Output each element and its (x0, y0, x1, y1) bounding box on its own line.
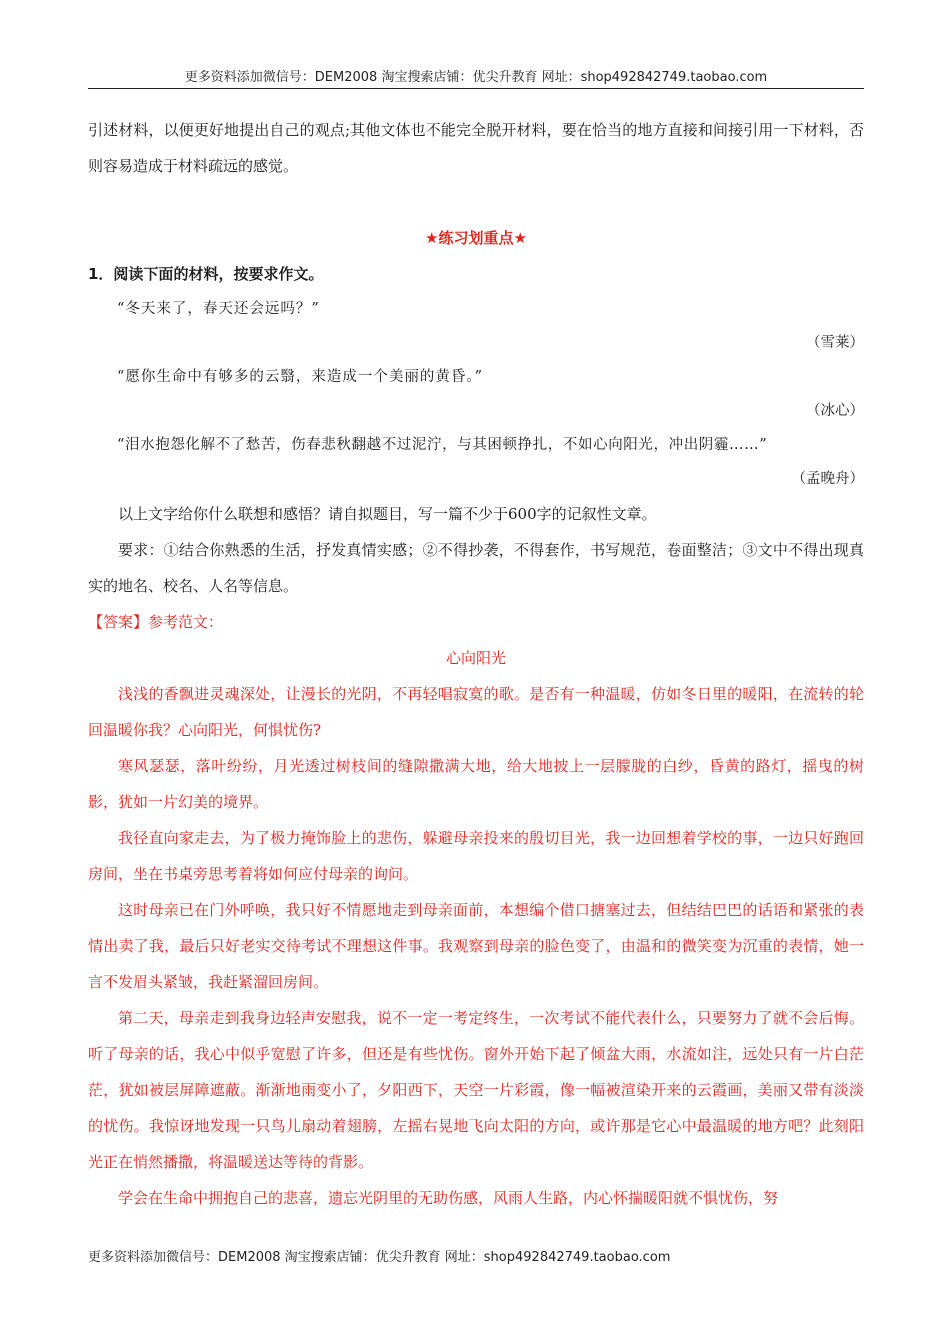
document-body (88, 112, 864, 1216)
spacer (88, 184, 864, 220)
quote-mengwanzhou: “泪水抱怨化解不了愁苦，伤春悲秋翻越不过泥泞，与其困顿挣扎，不如心向阳光，冲出阴霾……” (117, 437, 768, 453)
question-heading: 1．阅读下面的材料，按要求作文。 (88, 265, 324, 283)
quote-bingxin: “愿你生命中有够多的云翳，来造成一个美丽的黄昏。” (117, 369, 484, 385)
page-footer: 更多资料添加微信号：DEM2008 淘宝搜索店铺：优尖升教育 网址：shop492842749.taobao.com (88, 1250, 671, 1265)
section-title: ★练习划重点★ (425, 229, 527, 247)
essay-paragraph: 这时母亲已在门外呼唤，我只好不情愿地走到母亲面前，本想编个借口搪塞过去，但结结巴巴的话语和紧张的表情出卖了我，最后只好老实交待考试不理想这件事。我观察到母亲的脸色变了，由温和的微笑变为沉重的表情，她一言不发眉头紧皱，我赶紧溜回房间。 (88, 901, 864, 991)
essay-title: 心向阳光 (445, 649, 506, 667)
answer-line (88, 604, 864, 640)
essay-paragraph: 我径直向家走去，为了极力掩饰脸上的悲伤，躲避母亲投来的殷切目光，我一边回想着学校的事，一边只好跑回房间，坐在书桌旁思考着将如何应付母亲的询问。 (88, 829, 864, 883)
essay-prompt: 以上文字给你什么联想和感悟？请自拟题目，写一篇不少于600字的记叙性文章。 (118, 505, 657, 523)
quote-author-shelley: （雪莱） (806, 335, 864, 351)
essay-paragraph: 第二天，母亲走到我身边轻声安慰我，说不一定一考定终生，一次考试不能代表什么，只要努力了就不会后悔。听了母亲的话，我心中似乎宽慰了许多，但还是有些忧伤。窗外开始下起了倾盆大雨，水流如注，远处只有一片白茫茫，犹如被层屏障遮蔽。渐渐地雨变小了，夕阳西下，天空一片彩霞，像一幅被渲染开来的云霞画，美丽又带有淡淡的忧伤。我惊讶地发现一只鸟儿扇动着翅膀，左摇右晃地飞向太阳的方向，或许那是它心中最温暖的地方吧？此刻阳光正在悄然播撒，将温暖送达等待的背影。 (88, 1009, 864, 1171)
essay-requirements: 要求：①结合你熟悉的生活，抒发真情实感；②不得抄袭，不得套作，书写规范，卷面整洁；③文中不得出现真实的地名、校名、人名等信息。 (88, 541, 864, 595)
answer-label-suffix: 参考范文： (148, 613, 224, 631)
header-divider (88, 88, 864, 89)
quote-shelley: “冬天来了，春天还会远吗？” (117, 301, 320, 317)
intro-paragraph: 引述材料，以便更好地提出自己的观点;其他文体也不能完全脱开材料，要在恰当的地方直接和间接引用一下材料，否则容易造成于材料疏远的感觉。 (88, 121, 864, 175)
answer-label: 【答案】 (88, 613, 149, 631)
essay-paragraph: 浅浅的香飘进灵魂深处，让漫长的光阴，不再轻唱寂寞的歌。是否有一种温暖，仿如冬日里的暖阳，在流转的轮回温暖你我？心向阳光，何惧忧伤? (88, 685, 864, 739)
quote-author-bingxin: （冰心） (806, 403, 864, 419)
page-header: 更多资料添加微信号：DEM2008 淘宝搜索店铺：优尖升教育 网址：shop492842749.taobao.com (184, 70, 768, 85)
essay-paragraph: 学会在生命中拥抱自己的悲喜，遗忘光阴里的无助伤感，风雨人生路，内心怀揣暖阳就不惧忧伤，努 (118, 1189, 779, 1207)
quote-author-mengwanzhou: （孟晚舟） (791, 471, 864, 487)
essay-paragraph: 寒风瑟瑟，落叶纷纷，月光透过树枝间的缝隙撒满大地，给大地披上一层朦胧的白纱，昏黄的路灯，摇曳的树影，犹如一片幻美的境界。 (88, 757, 864, 811)
